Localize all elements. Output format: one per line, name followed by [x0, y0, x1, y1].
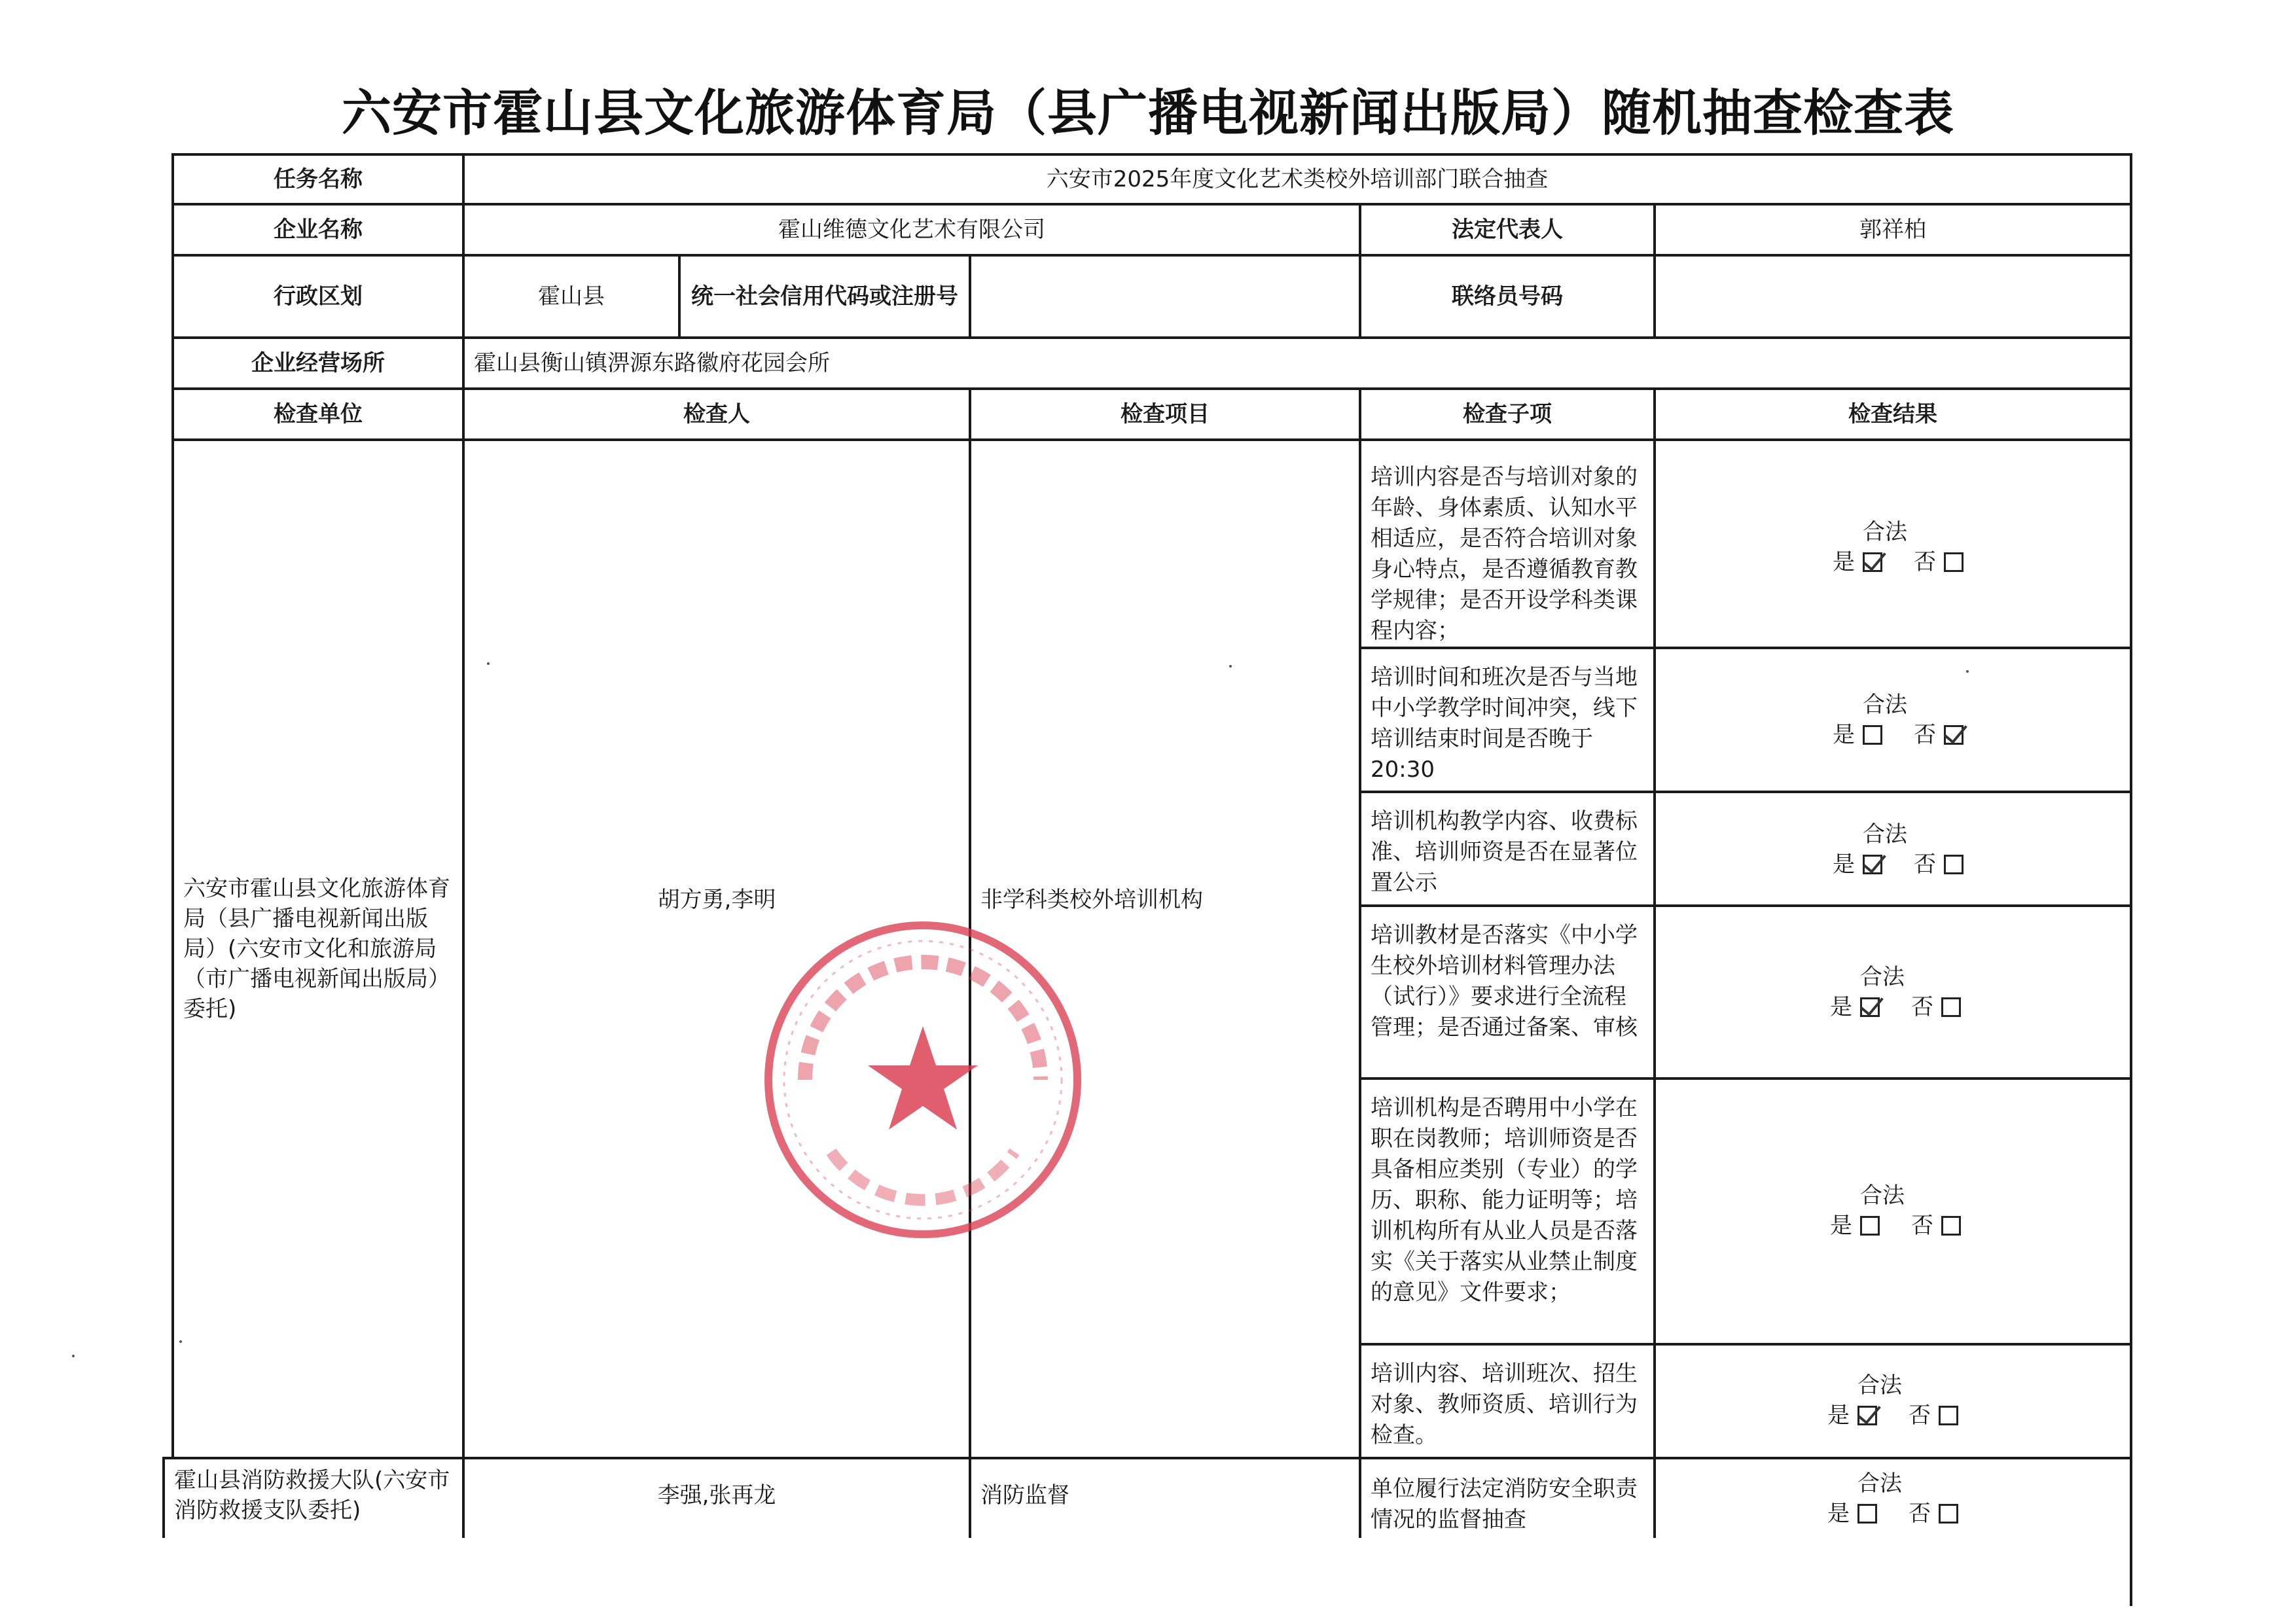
yes-checkbox[interactable] — [1857, 1406, 1877, 1425]
no-label: 否 — [1914, 549, 1936, 575]
grid-line — [1359, 1343, 2132, 1346]
scan-speck — [1966, 670, 1969, 673]
inspect-item-header: 检查项目 — [1121, 401, 1210, 427]
result-cell — [1830, 1181, 1966, 1241]
yes-checkbox[interactable] — [1863, 552, 1882, 572]
yes-label: 是 — [1833, 851, 1855, 878]
subitem-text: 培训内容、培训班次、招生对象、教师资质、培训行为检查。 — [1371, 1361, 1638, 1448]
group-1-inspectors: 胡方勇,李明 — [657, 887, 776, 913]
result-cell — [1833, 690, 1969, 750]
legal-label: 合法 — [1857, 1372, 1902, 1399]
result-cell — [1830, 962, 1966, 1022]
no-label: 否 — [1914, 851, 1936, 878]
scan-speck — [179, 1340, 182, 1343]
no-checkbox[interactable] — [1939, 1504, 1958, 1524]
subitem-text: 培训时间和班次是否与当地中小学教学时间冲突，线下培训结束时间是否晚于20:30 — [1371, 664, 1638, 783]
no-label: 否 — [1914, 722, 1936, 748]
scan-speck — [1229, 665, 1232, 668]
group-2-item: 消防监督 — [980, 1482, 1069, 1508]
legal-label: 合法 — [1860, 964, 1905, 990]
legal-label: 合法 — [1860, 1183, 1905, 1209]
company-name-value: 霍山维德文化艺术有限公司 — [778, 217, 1045, 243]
address-label: 企业经营场所 — [251, 350, 385, 376]
no-label: 否 — [1911, 994, 1933, 1020]
subitem-text: 培训机构是否聘用中小学在职在岗教师；培训师资是否具备相应类别（专业）的学历、职称、能力证明等；培训机构所有从业人员是否落实《关于落实从业禁止制度的意见》文件要求； — [1371, 1095, 1638, 1306]
scan-speck — [487, 662, 490, 665]
yes-checkbox[interactable] — [1860, 997, 1880, 1017]
address-value: 霍山县衡山镇淠源东路徽府花园会所 — [474, 350, 830, 376]
official-seal-stamp — [759, 916, 1086, 1243]
form-title: 六安市霍山县文化旅游体育局（县广播电视新闻出版局）随机抽查检查表 — [342, 84, 1954, 142]
group-1-unit: 六安市霍山县文化旅游体育局（县广播电视新闻出版局）(六安市文化和旅游局（市广播电视新闻出版局）委托) — [183, 876, 450, 1022]
subitem-text: 单位履行法定消防安全职责情况的监督抽查 — [1371, 1476, 1638, 1533]
yes-checkbox[interactable] — [1860, 1216, 1880, 1236]
inspect-unit-header: 检查单位 — [274, 401, 363, 427]
yes-label: 是 — [1833, 549, 1855, 575]
yes-checkbox[interactable] — [1857, 1504, 1877, 1524]
yes-label: 是 — [1827, 1402, 1850, 1429]
subitem-text: 培训机构教学内容、收费标准、培训师资是否在显著位置公示 — [1371, 808, 1638, 896]
no-label: 否 — [1909, 1402, 1931, 1429]
group-2-unit: 霍山县消防救援大队(六安市消防救援支队委托) — [174, 1467, 450, 1524]
no-label: 否 — [1911, 1213, 1933, 1239]
no-checkbox[interactable] — [1941, 997, 1961, 1017]
yes-checkbox[interactable] — [1863, 725, 1882, 745]
inspector-header: 检查人 — [683, 401, 750, 427]
no-checkbox[interactable] — [1944, 725, 1964, 745]
no-checkbox[interactable] — [1939, 1406, 1958, 1425]
scan-speck — [72, 1355, 75, 1357]
result-cell — [1827, 1469, 1964, 1529]
no-checkbox[interactable] — [1944, 552, 1964, 572]
legal-label: 合法 — [1857, 1471, 1902, 1497]
no-checkbox[interactable] — [1944, 855, 1964, 874]
result-cell — [1833, 517, 1969, 577]
task-name-label: 任务名称 — [274, 166, 363, 192]
inspect-subitem-header: 检查子项 — [1463, 401, 1552, 427]
grid-line — [2130, 153, 2132, 1606]
grid-line — [1653, 387, 1656, 1538]
legal-label: 合法 — [1863, 692, 1907, 718]
legal-rep-label: 法定代表人 — [1452, 217, 1563, 243]
subitem-text: 培训教材是否落实《中小学生校外培训材料管理办法（试行）》要求进行全流程管理；是否通过备案、审核 — [1371, 922, 1638, 1041]
grid-line — [1359, 904, 2132, 907]
task-name-value: 六安市2025年度文化艺术类校外培训部门联合抽查 — [1046, 166, 1549, 192]
yes-label: 是 — [1827, 1501, 1850, 1527]
inspect-result-header: 检查结果 — [1848, 401, 1937, 427]
result-cell — [1827, 1370, 1964, 1431]
contact-phone-label: 联络员号码 — [1452, 283, 1563, 310]
group-1-item: 非学科类校外培训机构 — [980, 887, 1203, 913]
credit-code-label: 统一社会信用代码或注册号 — [691, 283, 958, 310]
no-label: 否 — [1909, 1501, 1931, 1527]
region-label: 行政区划 — [274, 283, 363, 310]
yes-label: 是 — [1830, 994, 1852, 1020]
yes-checkbox[interactable] — [1863, 855, 1882, 874]
grid-line — [1359, 1077, 2132, 1080]
result-cell — [1833, 819, 1969, 880]
grid-line — [1359, 791, 2132, 793]
contact-phone-value — [1656, 257, 2130, 336]
legal-label: 合法 — [1863, 519, 1907, 545]
company-name-label: 企业名称 — [274, 217, 363, 243]
yes-label: 是 — [1830, 1213, 1852, 1239]
grid-line — [1359, 647, 2132, 649]
region-value: 霍山县 — [538, 283, 605, 310]
legal-rep-value: 郭祥柏 — [1859, 217, 1926, 243]
yes-label: 是 — [1833, 722, 1855, 748]
credit-code-value — [971, 257, 1359, 336]
group-2-inspectors: 李强,张再龙 — [657, 1482, 776, 1508]
subitem-text: 培训内容是否与培训对象的年龄、身体素质、认知水平相适应，是否符合培训对象身心特点，是否遵循教育教学规律；是否开设学科类课程内容； — [1371, 464, 1638, 644]
legal-label: 合法 — [1863, 821, 1907, 847]
no-checkbox[interactable] — [1941, 1216, 1961, 1236]
